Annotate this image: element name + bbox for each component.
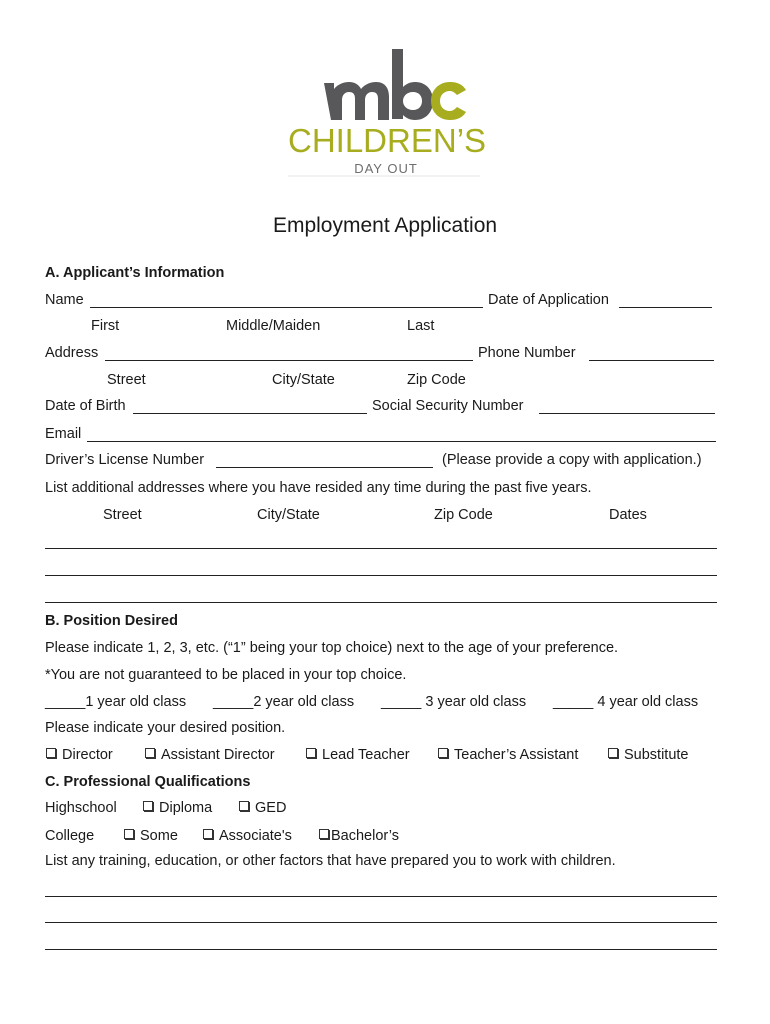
section-a-heading: A. Applicant’s Information: [45, 265, 225, 281]
prev-addresses-text: List additional addresses where you have resided any time during the past five years.: [45, 480, 592, 496]
logo-line2: DAY OUT: [354, 161, 418, 176]
position-instruction-1: Please indicate 1, 2, 3, etc. (“1” being your top choice) next to the age of your preference.: [45, 640, 619, 656]
dob-label: Date of Birth: [45, 398, 126, 414]
position-instruction-2: *You are not guaranteed to be placed in your top choice.: [45, 667, 407, 683]
class-option-2[interactable]: _____2 year old class: [213, 694, 355, 710]
phone-field[interactable]: [589, 360, 714, 361]
college-some[interactable]: Some: [124, 828, 178, 844]
address-label: Address: [45, 345, 99, 361]
logo-line1: CHILDREN’S: [288, 122, 487, 159]
drivers-license-field[interactable]: [216, 467, 433, 468]
name-label: Name: [45, 292, 84, 308]
address-sub-street: Street: [107, 372, 146, 388]
ssn-label: Social Security Number: [372, 398, 524, 414]
prev-address-line-2[interactable]: [45, 575, 717, 576]
page-title: Employment Application: [272, 214, 498, 237]
position-assistant-director[interactable]: Assistant Director: [145, 747, 275, 763]
name-sub-middle: Middle/Maiden: [226, 318, 321, 334]
checkbox-icon[interactable]: [438, 748, 448, 758]
prev-col-zip: Zip Code: [434, 507, 493, 523]
address-sub-zip: Zip Code: [407, 372, 466, 388]
class-option-1[interactable]: _____1 year old class: [45, 694, 187, 710]
checkbox-icon[interactable]: [145, 748, 155, 758]
checkbox-icon[interactable]: [203, 829, 213, 839]
date-of-application-field[interactable]: [619, 307, 712, 308]
checkbox-icon[interactable]: [124, 829, 134, 839]
logo: [288, 45, 487, 180]
college-bachelors[interactable]: Bachelor’s: [319, 828, 399, 844]
email-label: Email: [45, 426, 82, 442]
class-option-3[interactable]: _____ 3 year old class: [381, 694, 527, 710]
training-line-1[interactable]: [45, 896, 717, 897]
college-associates[interactable]: Associate's: [203, 828, 292, 844]
mbc-logo-mark: [288, 45, 487, 180]
section-b-heading: B. Position Desired: [45, 613, 178, 629]
prev-col-dates: Dates: [609, 507, 647, 523]
position-lead-teacher[interactable]: Lead Teacher: [306, 747, 410, 763]
prev-address-line-3[interactable]: [45, 602, 717, 603]
name-sub-last: Last: [407, 318, 435, 334]
ssn-field[interactable]: [539, 413, 715, 414]
prev-col-citystate: City/State: [257, 507, 320, 523]
checkbox-icon[interactable]: [46, 748, 56, 758]
section-c-heading: C. Professional Qualifications: [45, 774, 251, 790]
address-sub-citystate: City/State: [272, 372, 335, 388]
drivers-license-note: (Please provide a copy with application.): [442, 452, 702, 468]
dob-field[interactable]: [133, 413, 367, 414]
highschool-label: Highschool: [45, 800, 117, 816]
highschool-ged[interactable]: GED: [239, 800, 286, 816]
phone-label: Phone Number: [478, 345, 576, 361]
name-field[interactable]: [90, 307, 483, 308]
position-director[interactable]: Director: [46, 747, 113, 763]
training-line-2[interactable]: [45, 922, 717, 923]
training-line-3[interactable]: [45, 949, 717, 950]
checkbox-icon[interactable]: [608, 748, 618, 758]
prev-address-line-1[interactable]: [45, 548, 717, 549]
checkbox-icon[interactable]: [306, 748, 316, 758]
email-field[interactable]: [87, 441, 716, 442]
prev-col-street: Street: [103, 507, 142, 523]
position-teachers-assistant[interactable]: Teacher’s Assistant: [438, 747, 578, 763]
training-text: List any training, education, or other factors that have prepared you to work with children.: [45, 853, 616, 869]
highschool-diploma[interactable]: Diploma: [143, 800, 212, 816]
checkbox-icon[interactable]: [239, 801, 249, 811]
drivers-license-label: Driver’s License Number: [45, 452, 205, 468]
address-field[interactable]: [105, 360, 473, 361]
class-option-4[interactable]: _____ 4 year old class: [553, 694, 699, 710]
date-of-application-label: Date of Application: [488, 292, 609, 308]
college-label: College: [45, 828, 95, 844]
checkbox-icon[interactable]: [143, 801, 153, 811]
position-text: Please indicate your desired position.: [45, 720, 286, 736]
checkbox-icon[interactable]: [319, 829, 329, 839]
position-substitute[interactable]: Substitute: [608, 747, 689, 763]
name-sub-first: First: [91, 318, 120, 334]
